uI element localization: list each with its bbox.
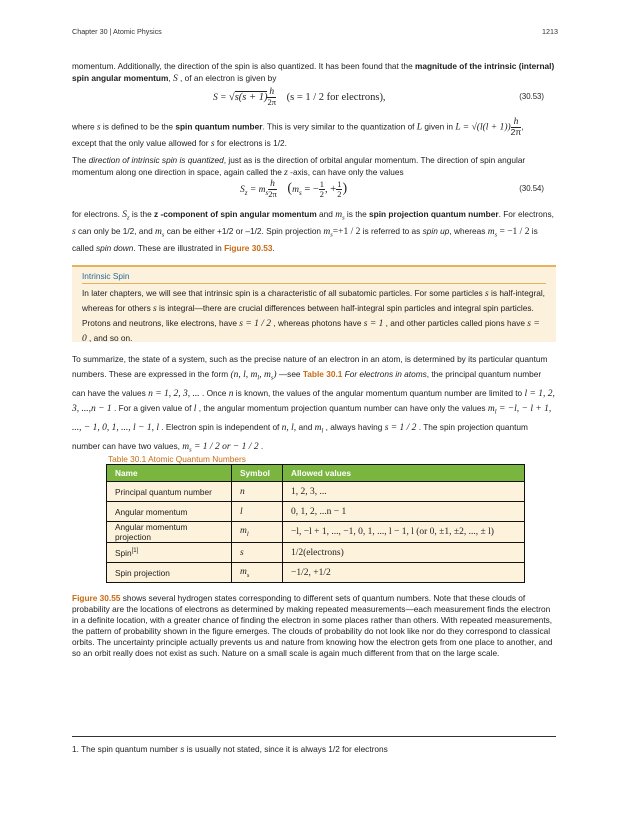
row-symbol: $m_l$ [232,522,283,543]
equation-number-30-53: (30.53) [519,92,544,101]
header-name: Name [107,465,232,482]
callout-divider [82,283,546,284]
paragraph-spin-quantum-number: where s is defined to be the spin quantum number. This is very similar to the quantization of L given in L = √(l(l + 1)) $\frac{h}{2\pi}$ , [72,117,524,137]
table-30-1-link[interactable]: Table 30.1 [302,368,343,379]
paragraph-spin-quantum-number-line2: except that the only value allowed for s for electrons is 1/2. [72,138,287,149]
paragraph-spin-direction: The direction of intrinsic spin is quantized, just as is the direction of orbital angular momentum. The direction of spin angular momentum along one direction in space, again called the z -axis, can have only the values [72,155,526,179]
table-row [107,482,525,502]
row-name: Angular momentum [107,502,232,522]
table-row [107,502,525,522]
row-name: Angular momentum projection [107,522,232,543]
paragraph-figure-30-55: Figure 30.55 shows several hydrogen states corresponding to different sets of quantum numbers. Note that these clouds of probability are the locations of electrons as determined by making repeated measurements—each measurement finds the electron in a definite location, with a greater chance of finding the electron in some places rather than others. With repeated measurements, the pattern of probability shown in the figure emerges. The clouds of probability do not look like nor do they correspond to classical orbits. The uncertainty principle actually prevents us and nature from knowing how the electron gets from one place to another, and so an orbit really does not exist as such. Nature on a small scale is again much different from that on the large scale. [72,593,553,658]
footnote-divider [72,736,556,737]
row-values: 1, 2, 3, ... [283,482,525,502]
row-symbol: l [232,502,283,522]
paragraph-summary: To summarize, the state of a system, such as the precise nature of an electron in an atom, is determined by its particular quantum numbers. These are expressed in the form (n, l, $m_l$, $m_s$) —see Table 30.1 For electrons in atoms, the principal quantum number can have the values n = 1, 2, 3, ... . Once n is known, the values of the angular momentum quantum number are limited to l = 1, 2, 3, ...,n − 1 . For a given value of l , the angular momentum projection quantum number can have only the values $m_l = -l$, − l + 1, ..., − 1, 0, 1, ..., l − 1, l . Electron spin is independent of n, l, and $m_l$ , always having s = 1 / 2 . The spin projection quantum number can have two values, $m_s = 1 / 2$ or − 1 / 2 . [72,354,555,455]
table-caption: Table 30.1 Atomic Quantum Numbers [108,454,246,464]
equation-number-30-54: (30.54) [519,184,544,193]
table-row [107,563,525,583]
table-row [107,522,525,543]
row-values: −l, −l + 1, ..., −1, 0, 1, ..., l − 1, l (or 0, ±1, ±2, ..., ± l) [283,522,525,543]
paragraph-spin-magnitude: momentum. Additionally, the direction of the spin is also quantized. It has been found that the magnitude of the intrinsic (internal) spin angular momentum, S , of an electron is given by [72,61,555,85]
row-name: Principal quantum number [107,482,232,502]
row-name: Spin[1] [107,543,232,563]
footnote: 1. The spin quantum number s is usually not stated, since it is always 1/2 for electrons [72,744,388,754]
row-symbol: $m_s$ [232,563,283,583]
figure-30-55-link[interactable]: Figure 30.55 [72,593,121,603]
paragraph-spin-projection: for electrons. $S_z$ is the z -component of spin angular momentum and $m_s$ is the spin projection quantum number. For electrons, s can only be 1/2, and $m_s$ can be either +1/2 or –1/2. Spin projection $m_s=+1 / 2$ is referred to as spin up, whereas $m_s = -1 / 2$ is called spin down. These are illustrated in Figure 30.53. [72,209,554,253]
header-symbol: Symbol [232,465,283,482]
equation-30-54: $S_z = m_s$ $\frac{h}{2\pi}$ ($m_s$ = − $\frac{1}{2}$ , + $\frac{1}{2}$ ) [240,179,348,199]
equation-30-53: S = √s(s + 1) $\frac{h}{2\pi}$ (s = 1 / 2 for electrons), [213,87,386,107]
header-allowed-values: Allowed values [283,465,525,482]
footnote-ref[interactable]: [1] [131,547,139,554]
atomic-quantum-numbers-table [106,464,525,583]
figure-30-53-link[interactable]: Figure 30.53 [224,242,273,253]
row-name: Spin projection [107,563,232,583]
page-number: 1213 [542,27,558,36]
row-values: 0, 1, 2, ...n − 1 [283,502,525,522]
running-header-chapter: Chapter 30 | Atomic Physics [72,27,162,36]
row-values: 1/2(electrons) [283,543,525,563]
callout-title: Intrinsic Spin [82,271,130,281]
row-symbol: s [232,543,283,563]
callout-body: In later chapters, we will see that intrinsic spin is a characteristic of all subatomic particles. For some particles s is half-integral, whereas for others s is integral—there are crucial differences between half-integral spin particles and integral spin particles. Protons and neutrons, like electrons, have s = 1 / 2 , whereas photons have s = 1 , and other particles called pions have s = 0 , and so on. [82,288,545,344]
row-symbol: n [232,482,283,502]
table-row [107,543,525,563]
row-values: −1/2, +1/2 [283,563,525,583]
table-header-row [107,465,525,482]
intrinsic-spin-callout [72,265,556,342]
